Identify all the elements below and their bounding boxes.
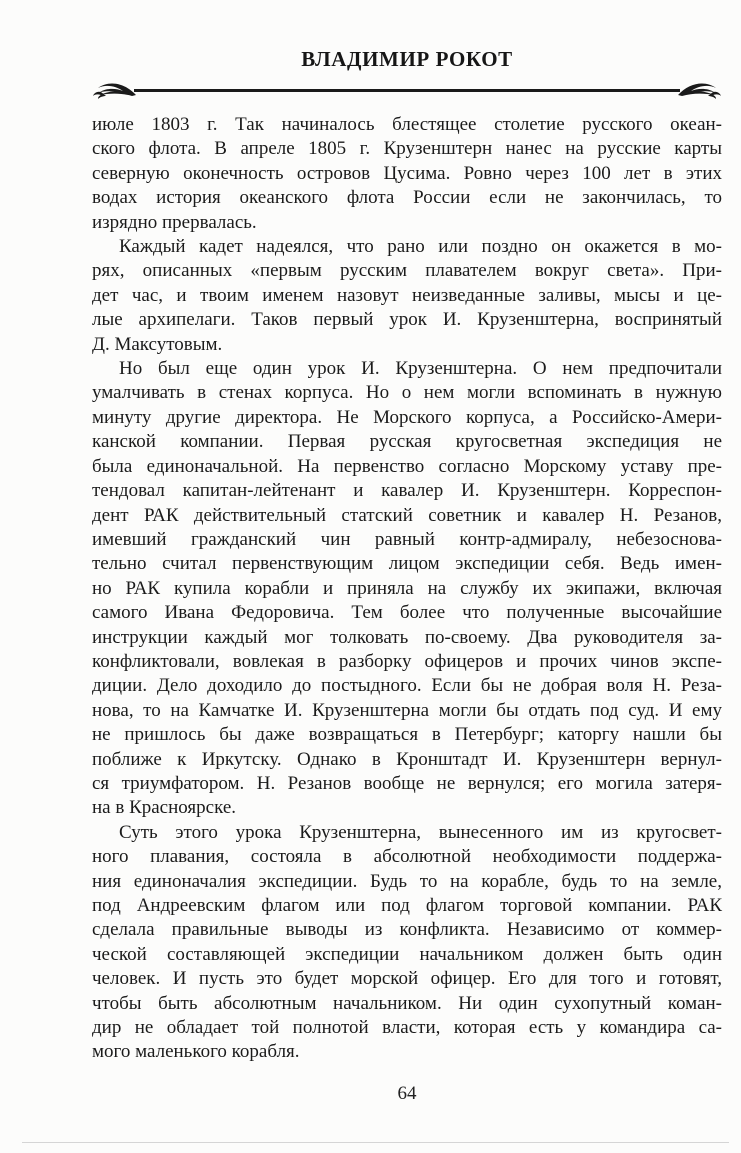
text-line: канской компании. Первая русская кругосветная экспедиция не <box>92 431 722 453</box>
text-line: сделала правильные выводы из конфликта. Независимо от коммер- <box>92 919 722 941</box>
text-line: дент РАК действительный статский советник и кавалер Н. Резанов, <box>92 504 722 526</box>
page-number: 64 <box>397 1083 417 1104</box>
text-line: ского флота. В апреле 1805 г. Крузенштерн нанес на русские карты <box>92 138 722 160</box>
text-line: человек. И пусть это будет морской офицер. Его для того и готовят, <box>92 968 722 990</box>
text-line: июле 1803 г. Так начиналось блестящее столетие русского океан- <box>92 114 722 135</box>
text-line: не пришлось бы даже возвращаться в Петербург; каторгу нашли бы <box>92 724 722 746</box>
text-line: Д. Максутовым. <box>92 333 223 355</box>
page-bottom-edge <box>22 1142 729 1143</box>
text-line: северную оконечность островов Цусима. Ровно через 100 лет в этих <box>92 162 722 184</box>
text-line: диции. Дело доходило до постыдного. Если бы не добрая воля Н. Реза- <box>92 675 722 697</box>
text-line: минуту другие директора. Не Морского корпуса, а Российско-Амери- <box>92 406 722 428</box>
text-line: была единоначальной. На первенство согласно Морскому уставу пре- <box>92 455 722 477</box>
text-line: тельно считал первенствующим лицом экспедиции себя. Ведь имен- <box>92 553 722 575</box>
paragraph <box>92 235 722 357</box>
text-line: ного плавания, состояла в абсолютной необходимости поддержа- <box>92 846 722 868</box>
text-line: дет час, и твоим именем назовут неизведанные заливы, мысы и це- <box>92 284 722 306</box>
text-line: рях, описанных «первым русским плавателем вокруг света». При- <box>92 260 722 282</box>
text-line: лые архипелаги. Таков первый урок И. Крузенштерна, воспринятый <box>92 309 722 331</box>
text-line: умалчивать в стенах корпуса. Но о нем могли вспоминать в нужную <box>92 382 722 404</box>
leaf-flourish-left-icon <box>92 80 136 100</box>
text-line: на в Красноярске. <box>92 797 237 819</box>
text-line: Суть этого урока Крузенштерна, вынесенного им из кругосвет- <box>119 821 722 843</box>
header-rule-row <box>92 79 722 101</box>
text-line: имевший гражданский чин равный контр-адмиралу, небезоснова- <box>92 528 722 550</box>
header-rule <box>134 89 680 92</box>
text-line: дир не обладает той полнотой власти, которая есть у командира са- <box>92 1017 722 1039</box>
text-line: изрядно прервалась. <box>92 211 257 233</box>
text-line: инструкции каждый мог толковать по-своему. Два руководителя за- <box>92 626 722 648</box>
text-line: под Андреевским флагом или под флагом торговой компании. РАК <box>92 895 722 916</box>
text-line: мого маленького корабля. <box>92 1041 300 1063</box>
running-header-title: ВЛАДИМИР РОКОТ <box>301 47 513 71</box>
text-line: Но был еще один урок И. Крузенштерна. О нем предпочитали <box>119 358 722 380</box>
text-line: ческой составляющей экспедиции начальником должен быть один <box>92 943 722 965</box>
text-line: чтобы быть абсолютным начальником. Ни один сухопутный коман- <box>92 992 722 1014</box>
text-line: поближе к Иркутску. Однако в Кронштадт И. Крузенштерн вернул- <box>92 748 722 770</box>
paragraph <box>92 113 722 235</box>
text-line: тендовал капитан-лейтенант и кавалер И. Крузенштерн. Корреспон- <box>92 480 722 502</box>
paragraph <box>92 357 722 821</box>
body-text <box>92 113 722 1065</box>
leaf-flourish-right-icon <box>678 80 722 100</box>
text-line: Каждый кадет надеялся, что рано или поздно он окажется в мо- <box>119 236 722 258</box>
text-line: водах история океанского флота России если не закончилась, то <box>92 187 722 209</box>
paragraph <box>92 821 722 1065</box>
text-line: ся триумфатором. Н. Резанов вообще не вернулся; его могила затеря- <box>92 772 722 794</box>
text-line: конфликтовали, вовлекая в разборку офицеров и прочих чинов экспе- <box>92 650 722 672</box>
text-line: ния единоначалия экспедиции. Будь то на корабле, будь то на земле, <box>92 870 722 892</box>
text-line: но РАК купила корабли и приняла на службу их экипажи, включая <box>92 577 722 599</box>
text-line: самого Ивана Федоровича. Тем более что полученные высочайшие <box>92 602 722 624</box>
text-column <box>92 0 722 1065</box>
text-line: нова, то на Камчатке И. Крузенштерна могли бы отдать под суд. И ему <box>92 699 722 721</box>
